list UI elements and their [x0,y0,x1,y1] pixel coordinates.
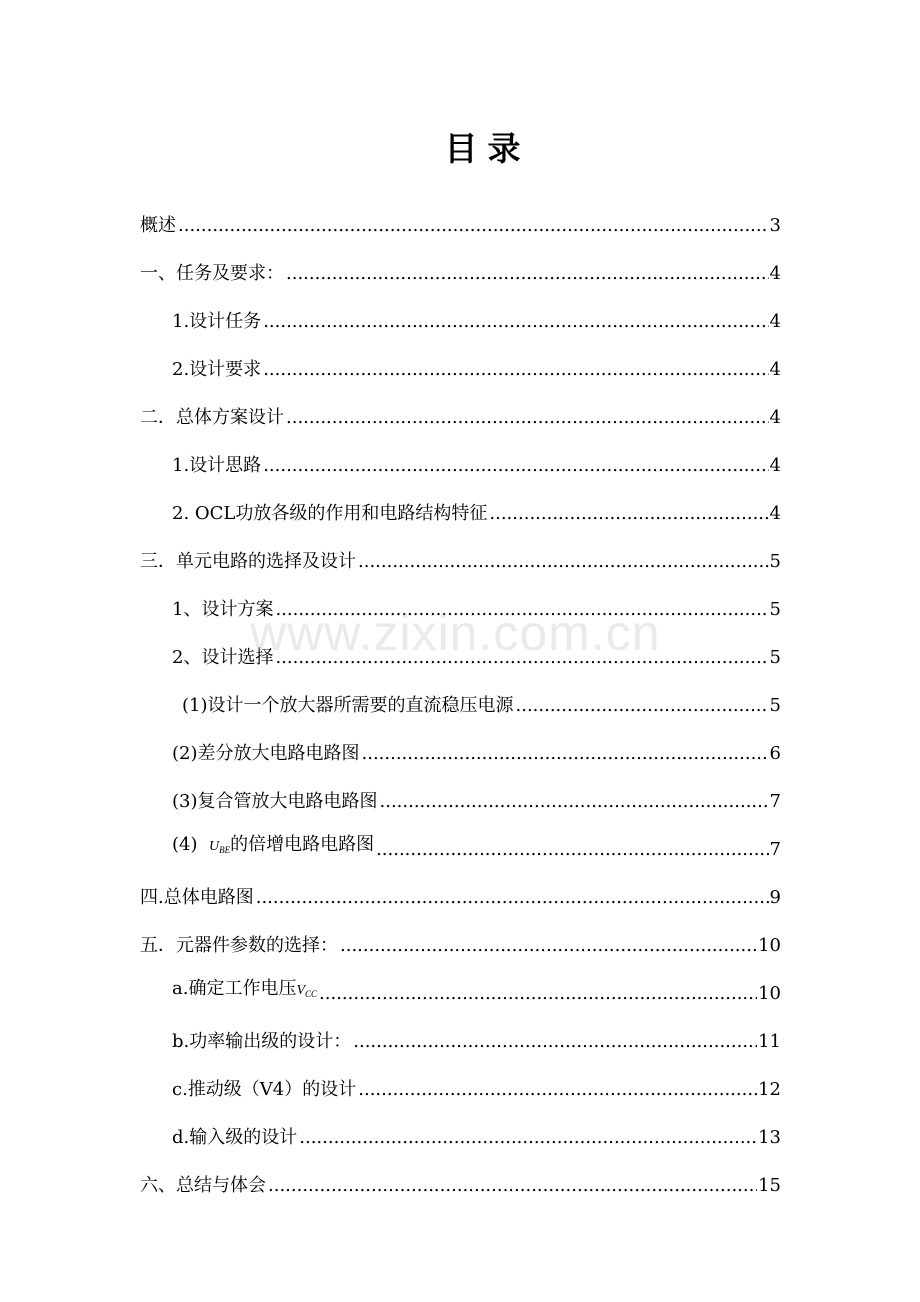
math-symbol-vcc [296,983,317,998]
toc-entry[interactable] [140,958,781,1006]
toc-leader [275,598,768,622]
toc-entry-text [172,833,376,862]
toc-page-number: 9 [769,887,781,908]
toc-leader [178,214,769,238]
toc-page-number: 5 [769,647,781,668]
toc-entry[interactable] [140,766,781,814]
toc-leader [268,1174,757,1198]
toc-entry-text: (1)设计一个放大器所需要的直流稳压电源 [182,695,514,716]
math-subscript: BE [219,845,231,855]
toc-entry-text: 1.设计思路 [172,455,262,476]
toc-page-number: 11 [758,1031,781,1052]
toc-leader [376,838,768,862]
toc-leader [275,646,768,670]
toc-leader [286,262,769,286]
toc-page-number: 7 [769,791,781,812]
toc-page-number: 5 [769,695,781,716]
toc-leader [286,406,769,430]
toc-page-number: 12 [758,1079,781,1100]
toc-entry[interactable] [140,1102,781,1150]
toc-entry[interactable] [140,622,781,670]
toc-entry[interactable] [140,862,781,910]
toc-page-number: 6 [769,743,781,764]
math-symbol-ube [209,839,230,854]
toc-entry[interactable] [140,238,781,286]
toc-leader [263,454,768,478]
toc-leader [353,1030,757,1054]
toc-leader [340,934,757,958]
toc-page-number: 3 [769,215,781,236]
toc-page-number: 4 [769,359,781,380]
toc-entry-text: d.输入级的设计 [172,1127,298,1148]
toc-entry[interactable] [140,910,781,958]
toc-leader [362,742,769,766]
math-main: V [296,983,306,998]
toc-page-number: 7 [769,839,781,860]
toc-page-number: 10 [758,983,781,1004]
toc-page-number: 4 [769,263,781,284]
toc-leader [358,1078,757,1102]
toc-entry-text: 六、总结与体会 [140,1175,266,1196]
toc-entry[interactable] [140,430,781,478]
toc-page-number: 4 [769,455,781,476]
toc-title: 目录 [444,129,531,168]
toc-entry-text: 二．总体方案设计 [140,407,284,428]
toc-entry-label: 的倍增电路电路图 [230,834,375,855]
toc-page-number: 4 [769,407,781,428]
toc-page-number: 15 [758,1175,781,1196]
toc-entry[interactable] [140,1054,781,1102]
toc-page-number: 4 [769,311,781,332]
toc-leader [380,790,769,814]
toc-entry[interactable] [140,1006,781,1054]
math-main: U [208,839,220,854]
toc-entry[interactable] [140,382,781,430]
toc-leader [319,982,757,1006]
toc-page-number: 5 [769,599,781,620]
toc-entry-text: 2.设计要求 [172,359,262,380]
toc-entry-text: b.功率输出级的设计： [172,1031,352,1052]
toc-entry[interactable] [140,1150,781,1198]
toc-leader [358,550,769,574]
toc-entry-text: c.推动级（V4）的设计 [172,1079,357,1100]
toc-entry-text: 四.总体电路图 [140,887,254,908]
toc-entry[interactable] [140,334,781,382]
toc-leader [299,1126,757,1150]
toc-entry-prefix: (4) [172,834,209,855]
toc-leader [489,502,768,526]
toc-leader [256,886,769,910]
toc-page-number: 13 [758,1127,781,1148]
table-of-contents [140,190,781,1198]
toc-entry-text: 三．单元电路的选择及设计 [140,551,356,572]
toc-entry[interactable] [140,478,781,526]
toc-entry-text [172,977,319,1006]
toc-entry-text: (3)复合管放大电路电路图 [172,791,378,812]
toc-leader [516,694,769,718]
toc-page-number: 10 [758,935,781,956]
toc-entry-text: 1、设计方案 [172,599,274,620]
toc-entry[interactable] [140,526,781,574]
toc-entry[interactable] [140,718,781,766]
toc-page-number: 4 [769,503,781,524]
toc-entry[interactable] [140,190,781,238]
toc-entry[interactable] [140,574,781,622]
toc-entry-text: 1.设计任务 [172,311,262,332]
toc-entry-label: a.确定工作电压 [172,978,297,999]
toc-entry-text: 五．元器件参数的选择： [140,935,338,956]
toc-entry-text: 概述 [140,215,176,236]
toc-page-number: 5 [769,551,781,572]
toc-entry-text: 2. OCL功放各级的作用和电路结构特征 [172,503,488,524]
toc-entry-text: (2)差分放大电路电路图 [172,743,360,764]
toc-entry-text: 2、设计选择 [172,647,274,668]
toc-entry[interactable] [140,286,781,334]
toc-entry-text: 一、任务及要求： [140,263,284,284]
toc-leader [263,310,768,334]
toc-entry[interactable] [140,670,781,718]
watermark: www.zixin.com.cn [250,605,661,661]
toc-leader [263,358,768,382]
toc-entry[interactable] [140,814,781,862]
math-subscript: CC [305,989,318,999]
